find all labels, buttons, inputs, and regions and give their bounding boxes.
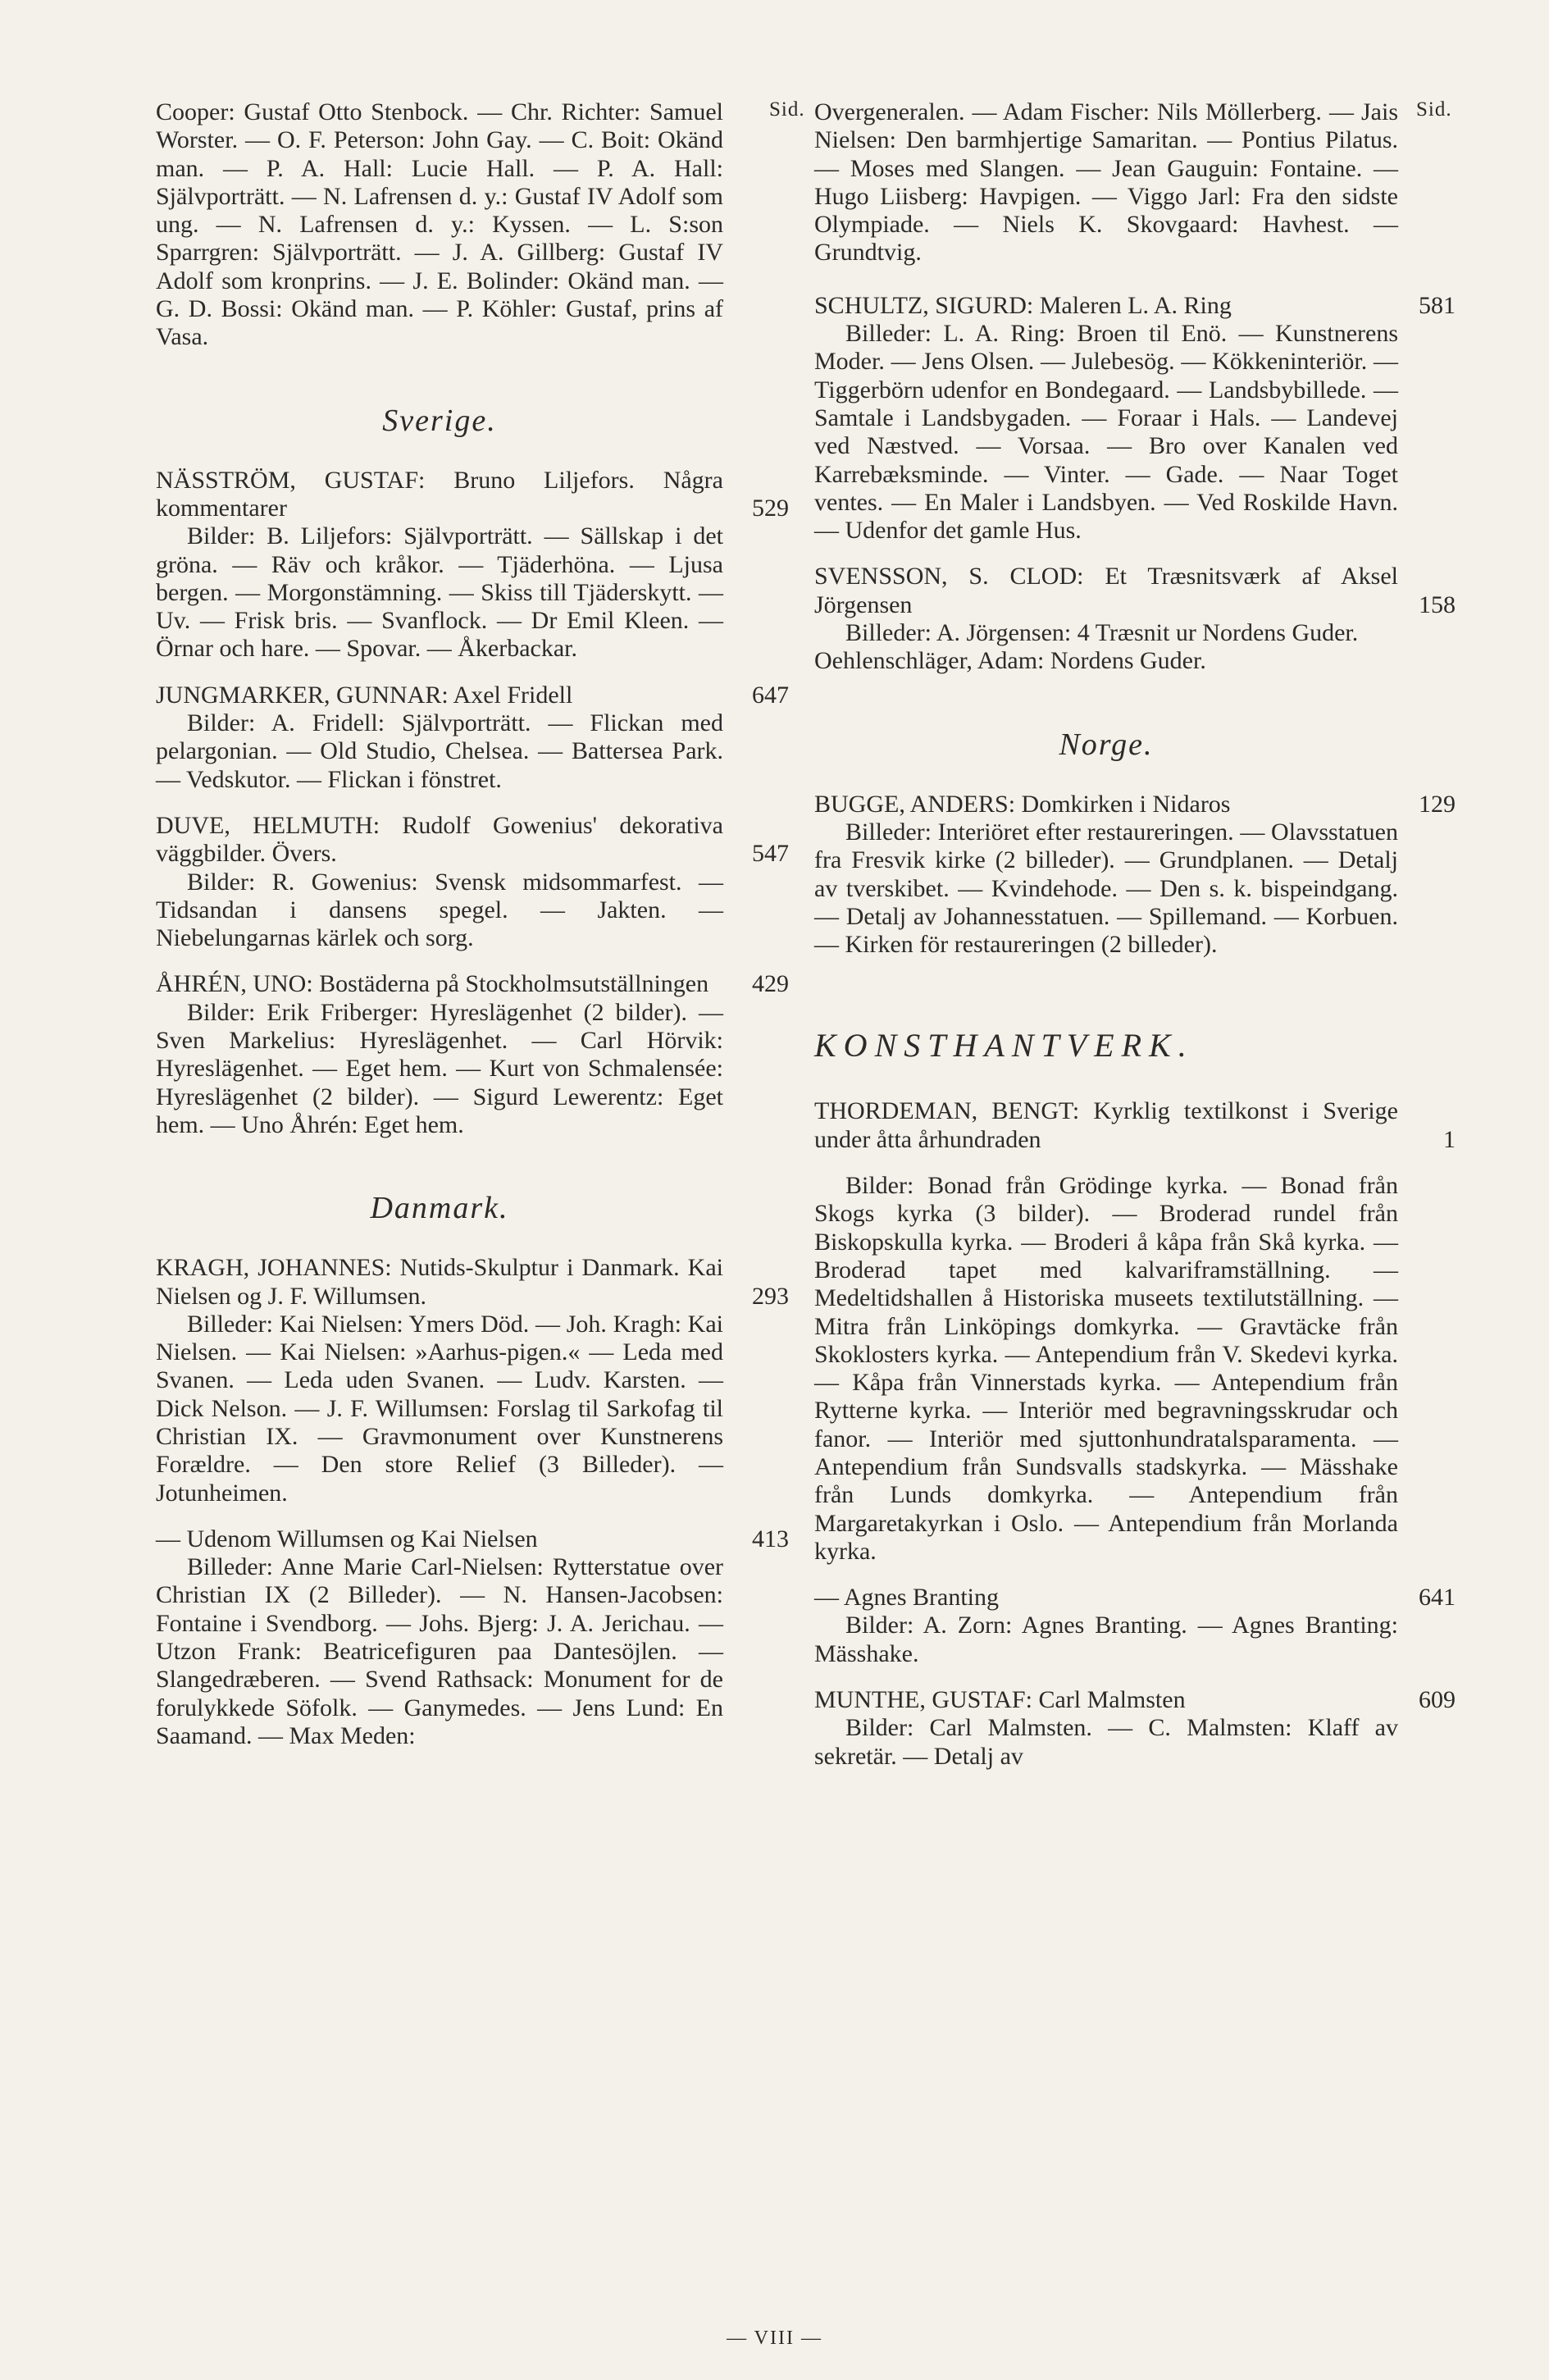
entry-body: Bilder: Bonad från Grödinge kyrka. — Bonad från Skogs kyrka (3 bilder). — Broderad rundel från Biskopskulla kyrka. — Broderi å kåpa från Skå kyrka. — Broderad tapet med kalvariframställning. — Medeltidshallen å Historiska museets textilutställning. — Mitra från Linköpings domkyrka. — Gravtäcke från Skoklosters kyrka. — Antependium från V. Skedevi kyrka. — Kåpa från Vinnerstads kyrka. — Antependium från Rytterne kyrka. — Interiör med begravningsskrudar och fanor. — Interiör med sjuttonhundratalsparamenta. — Antependium från Sundsvalls stadskyrka. — Mässhake från Lunds domkyrka. — Antependium från Margaretakyrkan i Oslo. — Antependium från Morlanda kyrka. — [814, 1172, 1398, 1565]
page-number: 581 — [1419, 291, 1456, 319]
index-entry — [814, 790, 1456, 818]
index-entry — [156, 1525, 789, 1553]
index-entry — [156, 811, 789, 869]
index-entry — [814, 1686, 1456, 1714]
entry-body: Billeder: Anne Marie Carl-Nielsen: Rytterstatue over Christian IX (2 Billeder). — N. Hansen-Jacobsen: Fontaine i Svendborg. — Johs. Bjerg: J. A. Jerichau. — Utzon Frank: Beatricefiguren paa Dantesöjlen. — Slangedræberen. — Svend Rathsack: Monument for de forulykkede Söfolk. — Ganymedes. — Jens Lund: En Saamand. — Max Meden: — [156, 1553, 723, 1749]
index-entry — [156, 681, 789, 709]
entry-body: Bilder: A. Fridell: Självporträtt. — Flickan med pelargonian. — Old Studio, Chelsea. — Battersea Park. — Vedskutor. — Flickan i fönstret. — [156, 709, 723, 793]
entry-title: BUGGE, ANDERS: Domkirken i Nidaros — [814, 790, 1231, 818]
sid-label-right: Sid. — [1416, 98, 1452, 121]
page-number: 429 — [752, 970, 789, 998]
section-heading-sverige: Sverige. — [382, 403, 497, 438]
entry-body: Bilder: B. Liljefors: Självporträtt. — Sällskap i det gröna. — Räv och kråkor. — Tjäderhöna. — Ljusa bergen. — Morgonstämning. — Skiss till Tjäderskytt. — Uv. — Frisk bris. — Svanflock. — Dr Emil Kleen. — Örnar och hare. — Spovar. — Åkerbackar. — [156, 522, 723, 663]
entry-body: Billeder: A. Jörgensen: 4 Træsnit ur Nordens Guder. — [845, 619, 1359, 647]
entry-title: SVENSSON, S. CLOD: Et Træsnitsværk af Aksel Jörgensen — [814, 563, 1398, 618]
index-entry — [156, 466, 789, 523]
page-number: 129 — [1419, 790, 1456, 818]
section-heading-norge: Norge. — [1059, 727, 1154, 762]
page-number: 413 — [752, 1525, 789, 1552]
sid-label-left: Sid. — [769, 98, 805, 121]
page-number: 529 — [752, 494, 789, 522]
index-entry — [814, 291, 1456, 320]
entry-title: MUNTHE, GUSTAF: Carl Malmsten — [814, 1686, 1186, 1714]
entry-body: Billeder: Kai Nielsen: Ymers Död. — Joh. Kragh: Kai Nielsen. — Kai Nielsen: »Aarhus-pigen.« — Leda med Svanen. — Leda uden Svanen. — Ludv. Karsten. — Dick Nelson. — J. F. Willumsen: Forslag til Sarkofag til Christian IX. — Gravmonument over Kunstnerens Forældre. — Den store Relief (3 Billeder). — Jotunheimen. — [156, 1310, 723, 1507]
page-number: 1 — [1443, 1125, 1456, 1153]
page-number: 609 — [1419, 1686, 1456, 1714]
entry-body: Billeder: L. A. Ring: Broen til Enö. — Kunstnerens Moder. — Jens Olsen. — Julebesög. — Kökkeninteriör. — Tiggerbörn udenfor en Bondegaard. — Landsbybillede. — Samtale i Landsbygaden. — Foraar i Hals. — Landevej ved Næstved. — Vorsaa. — Bro over Kanalen ved Karrebæksminde. — Vinter. — Gade. — Naar Toget ventes. — En Maler i Landsbyen. — Ved Roskilde Havn. — Udenfor det gamle Hus. — [814, 320, 1398, 545]
section-heading-konsthantverk: KONSTHANTVERK. — [814, 1027, 1194, 1065]
entry-title: DUVE, HELMUTH: Rudolf Gowenius' dekorativa väggbilder. Övers. — [156, 811, 723, 868]
right-column — [814, 98, 1456, 1771]
entry-title: JUNGMARKER, GUNNAR: Axel Fridell — [156, 681, 573, 709]
page-number: 547 — [752, 840, 789, 868]
entry-body: Bilder: A. Zorn: Agnes Branting. — Agnes Branting: Mässhake. — [814, 1612, 1398, 1667]
entry-title: THORDEMAN, BENGT: Kyrklig textilkonst i Sverige under åtta århundraden — [814, 1097, 1398, 1153]
page-footer: — VIII — — [727, 2328, 822, 2349]
index-entry — [814, 563, 1456, 619]
entry-title: — Agnes Branting — [814, 1584, 999, 1612]
entry-body: Billeder: Interiöret efter restaureringen. — Olavsstatuen fra Fresvik kirke (2 billeder). — Grundplanen. — Detalj av tverskibet. — Kvindehode. — Den s. k. bispeindgang. — Detalj av Johannesstatuen. — Spillemand. — Korbuen. — Kirken för restaureringen (2 billeder). — [814, 818, 1398, 959]
entry-title: — Udenom Willumsen og Kai Nielsen — [156, 1525, 538, 1552]
section-heading-danmark: Danmark. — [370, 1191, 509, 1226]
continued-list-text: Cooper: Gustaf Otto Stenbock. — Chr. Richter: Samuel Worster. — O. F. Peterson: John Gay. — C. Boit: Okänd man. — P. A. Hall: Lucie Hall. — P. A. Hall: Självporträtt. — N. Lafrensen d. y.: Gustaf IV Adolf som ung. — N. Lafrensen d. y.: Kyssen. — L. S:son Sparrgren: Självporträtt. — J. A. Gillberg: Gustaf IV Adolf som kronprins. — J. E. Bolinder: Okänd man. — G. D. Bossi: Okänd man. — P. Köhler: Gustaf, prins af Vasa. — [156, 98, 723, 351]
page-number: 641 — [1419, 1584, 1456, 1612]
index-entry — [814, 1584, 1456, 1612]
page-number: 647 — [752, 681, 789, 709]
entry-body: Bilder: R. Gowenius: Svensk midsommarfest. — Tidsandan i dansens spegel. — Jakten. — Niebelungarnas kärlek och sorg. — [156, 868, 723, 952]
entry-title: NÄSSTRÖM, GUSTAF: Bruno Liljefors. Några kommentarer — [156, 466, 723, 522]
index-entry — [156, 1254, 789, 1311]
index-entry — [814, 1097, 1456, 1154]
entry-body-extra: Oehlenschläger, Adam: Nordens Guder. — [814, 647, 1206, 675]
index-entry — [156, 970, 789, 998]
continued-list-text: Overgeneralen. — Adam Fischer: Nils Möllerberg. — Jais Nielsen: Den barmhjertige Samaritan. — Pontius Pilatus. — Moses med Slangen. — Jean Gauguin: Fontaine. — Hugo Liisberg: Havpigen. — Viggo Jarl: Fra den sidste Olympiade. — Niels K. Skovgaard: Havhest. — Grundtvig. — [814, 98, 1398, 267]
entry-body: Bilder: Carl Malmsten. — C. Malmsten: Klaff av sekretär. — Detalj av — [814, 1714, 1398, 1770]
entry-title: SCHULTZ, SIGURD: Maleren L. A. Ring — [814, 291, 1232, 319]
entry-body: Bilder: Erik Friberger: Hyreslägenhet (2 bilder). — Sven Markelius: Hyreslägenhet. — Carl Hörvik: Hyreslägenhet. — Eget hem. — Kurt von Schmalensée: Hyreslägenhet (2 bilder). — Sigurd Lewerentz: Eget hem. — Uno Åhrén: Eget hem. — [156, 998, 723, 1138]
page-number: 158 — [1419, 590, 1456, 618]
entry-title: ÅHRÉN, UNO: Bostäderna på Stockholmsutställningen — [156, 970, 709, 998]
entry-title: KRAGH, JOHANNES: Nutids-Skulptur i Danmark. Kai Nielsen og J. F. Willumsen. — [156, 1254, 723, 1310]
page-number: 293 — [752, 1282, 789, 1310]
